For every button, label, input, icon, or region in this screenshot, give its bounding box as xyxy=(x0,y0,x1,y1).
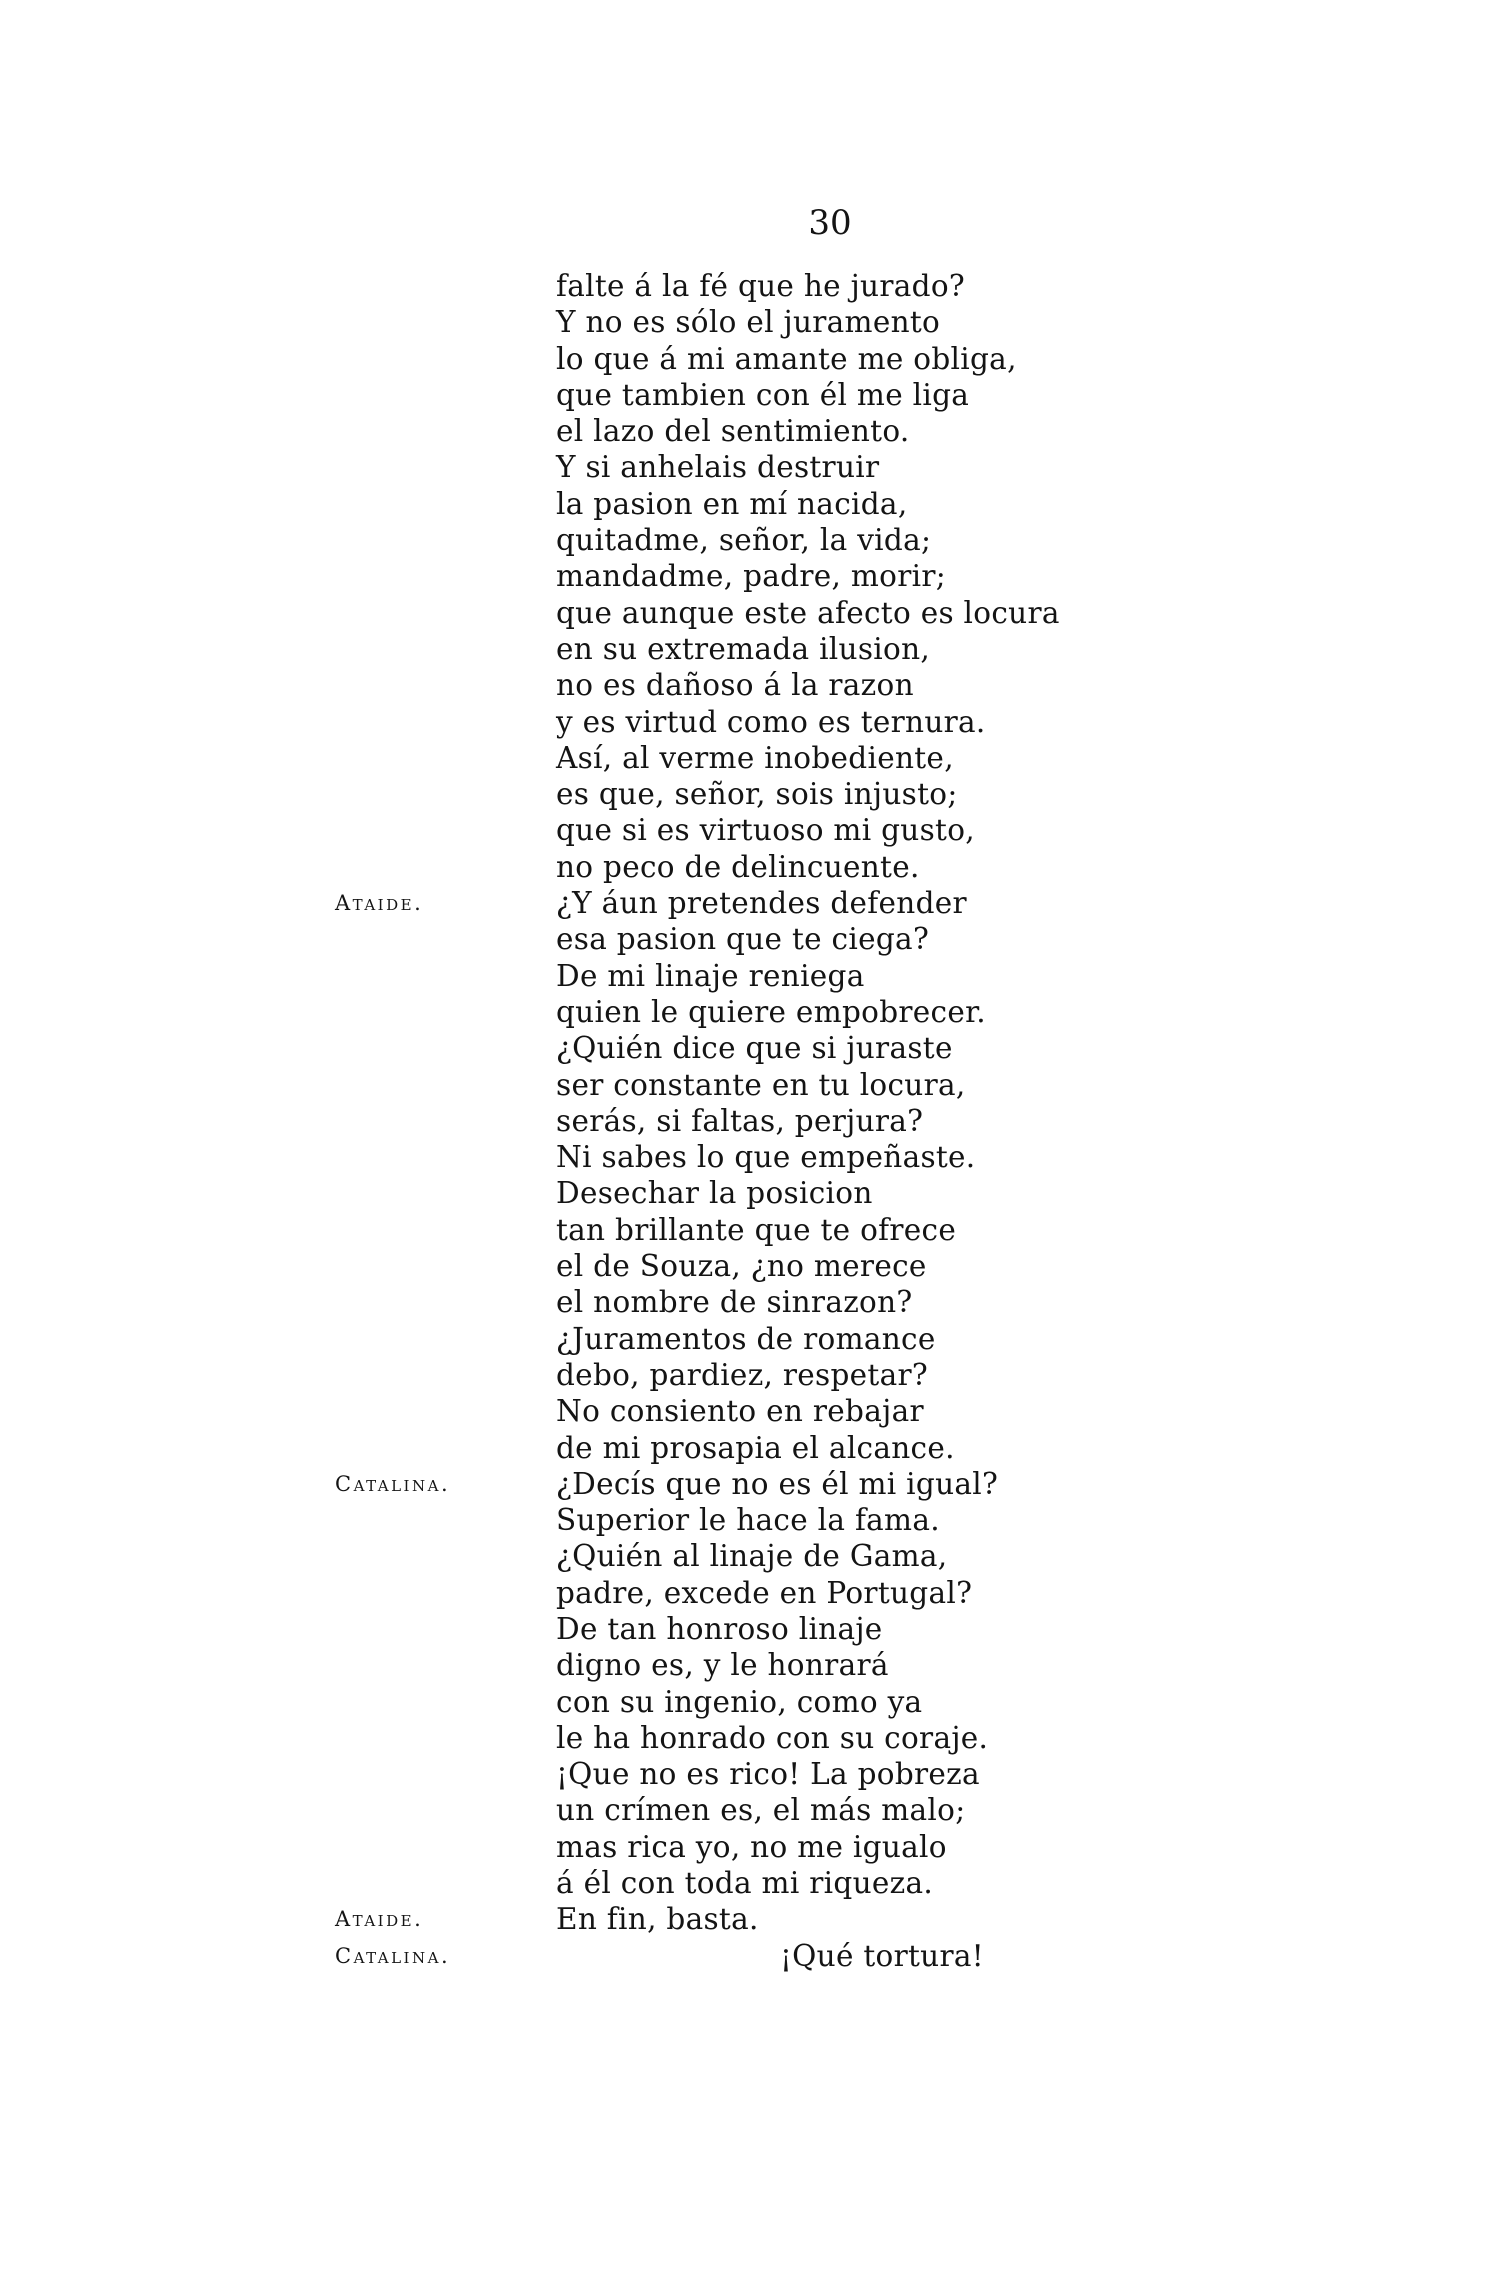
verse-text: No consiento en rebajar xyxy=(556,1394,924,1429)
verse-text: en su extremada ilusion, xyxy=(556,631,931,666)
verse-line xyxy=(0,1466,1491,1502)
verse-text: Así, al verme inobediente, xyxy=(556,740,954,775)
verse-line xyxy=(0,1865,1491,1901)
verse-text: ¿Y áun pretendes defender xyxy=(556,886,967,921)
verse-line xyxy=(0,740,1491,776)
verse-line xyxy=(0,377,1491,413)
verse-text: que aunque este afecto es locura xyxy=(556,595,1060,630)
verse-text: serás, si faltas, perjura? xyxy=(556,1103,924,1138)
verse-line xyxy=(0,1684,1491,1720)
page-number: 30 xyxy=(808,203,852,243)
verse-line xyxy=(0,268,1491,304)
verse-text: ¿Juramentos de romance xyxy=(556,1321,936,1356)
verse-line xyxy=(0,1611,1491,1647)
verse-line xyxy=(0,994,1491,1030)
verse-text: quitadme, señor, la vida; xyxy=(556,523,932,558)
verse-line xyxy=(0,1502,1491,1538)
verse-text: tan brillante que te ofrece xyxy=(556,1212,957,1247)
verse-text: de mi prosapia el alcance. xyxy=(556,1430,955,1465)
verse-text: digno es, y le honrará xyxy=(556,1648,889,1683)
verse-text: padre, excede en Portugal? xyxy=(556,1575,973,1610)
speaker-name: Catalina. xyxy=(335,1471,451,1496)
verse-text: no es dañoso á la razon xyxy=(556,668,914,703)
verse-line xyxy=(0,1284,1491,1320)
verse-line xyxy=(0,413,1491,449)
verse-line xyxy=(0,704,1491,740)
verse-line xyxy=(0,885,1491,921)
verse-line xyxy=(0,1248,1491,1284)
verse-text: Y si anhelais destruir xyxy=(556,450,880,485)
verse-line xyxy=(0,1938,1491,1974)
verse-text: el nombre de sinrazon? xyxy=(556,1285,913,1320)
verse-text: De mi linaje reniega xyxy=(556,958,865,993)
verse-line xyxy=(0,1756,1491,1792)
verse-line xyxy=(0,1103,1491,1139)
verse-line xyxy=(0,776,1491,812)
verse-line xyxy=(0,304,1491,340)
verse-line xyxy=(0,1067,1491,1103)
verse-text: es que, señor, sois injusto; xyxy=(556,777,958,812)
verse-line xyxy=(0,1792,1491,1828)
verse-line xyxy=(0,1139,1491,1175)
verse-line xyxy=(0,1393,1491,1429)
verse-line xyxy=(0,631,1491,667)
verse-line xyxy=(0,558,1491,594)
verse-line xyxy=(0,1647,1491,1683)
verse-text: Ni sabes lo que empeñaste. xyxy=(556,1140,976,1175)
verse-text: mas rica yo, no me igualo xyxy=(556,1829,947,1864)
verse-text: le ha honrado con su coraje. xyxy=(556,1720,989,1755)
verse-text: mandadme, padre, morir; xyxy=(556,559,946,594)
verse-text: ¡Qué tortura! xyxy=(780,1938,984,1973)
verse-text: lo que á mi amante me obliga, xyxy=(556,341,1017,376)
speaker-name: Catalina. xyxy=(335,1943,451,1968)
verse-block xyxy=(0,268,1491,1974)
verse-text: esa pasion que te ciega? xyxy=(556,922,930,957)
verse-text: ser constante en tu locura, xyxy=(556,1067,966,1102)
verse-text: un crímen es, el más malo; xyxy=(556,1793,966,1828)
verse-line xyxy=(0,595,1491,631)
verse-text: quien le quiere empobrecer. xyxy=(556,994,986,1029)
verse-text: ¿Quién dice que si juraste xyxy=(556,1031,953,1066)
verse-line xyxy=(0,1829,1491,1865)
verse-line xyxy=(0,1430,1491,1466)
verse-line xyxy=(0,1575,1491,1611)
verse-text: el de Souza, ¿no merece xyxy=(556,1249,927,1284)
verse-text: ¿Quién al linaje de Gama, xyxy=(556,1539,948,1574)
verse-line xyxy=(0,1030,1491,1066)
verse-text: que si es virtuoso mi gusto, xyxy=(556,813,975,848)
verse-line xyxy=(0,1175,1491,1211)
verse-line xyxy=(0,449,1491,485)
verse-line xyxy=(0,958,1491,994)
verse-line xyxy=(0,341,1491,377)
verse-text: En fin, basta. xyxy=(556,1902,759,1937)
speaker-name: Ataide. xyxy=(335,1907,424,1932)
verse-text: á él con toda mi riqueza. xyxy=(556,1866,934,1901)
verse-text: Superior le hace la fama. xyxy=(556,1503,940,1538)
verse-text: ¿Decís que no es él mi igual? xyxy=(556,1466,999,1501)
verse-text: De tan honroso linaje xyxy=(556,1611,883,1646)
verse-line xyxy=(0,1321,1491,1357)
verse-text: falte á la fé que he jurado? xyxy=(556,269,965,303)
verse-text: con su ingenio, como ya xyxy=(556,1684,923,1719)
verse-line xyxy=(0,921,1491,957)
verse-text: que tambien con él me liga xyxy=(556,377,970,412)
verse-text: no peco de delincuente. xyxy=(556,849,920,884)
verse-line xyxy=(0,812,1491,848)
verse-text: debo, pardiez, respetar? xyxy=(556,1357,928,1392)
verse-text: Desechar la posicion xyxy=(556,1176,873,1211)
verse-line xyxy=(0,667,1491,703)
verse-text: ¡Que no es rico! La pobreza xyxy=(556,1757,980,1792)
verse-line xyxy=(0,1901,1491,1937)
speaker-name: Ataide. xyxy=(335,891,424,916)
verse-line xyxy=(0,522,1491,558)
verse-line xyxy=(0,486,1491,522)
verse-line xyxy=(0,1720,1491,1756)
verse-line xyxy=(0,849,1491,885)
verse-line xyxy=(0,1538,1491,1574)
verse-text: la pasion en mí nacida, xyxy=(556,486,908,521)
verse-line xyxy=(0,1357,1491,1393)
verse-text: el lazo del sentimiento. xyxy=(556,414,910,449)
verse-text: Y no es sólo el juramento xyxy=(556,305,941,340)
verse-text: y es virtud como es ternura. xyxy=(556,704,986,739)
verse-line xyxy=(0,1212,1491,1248)
